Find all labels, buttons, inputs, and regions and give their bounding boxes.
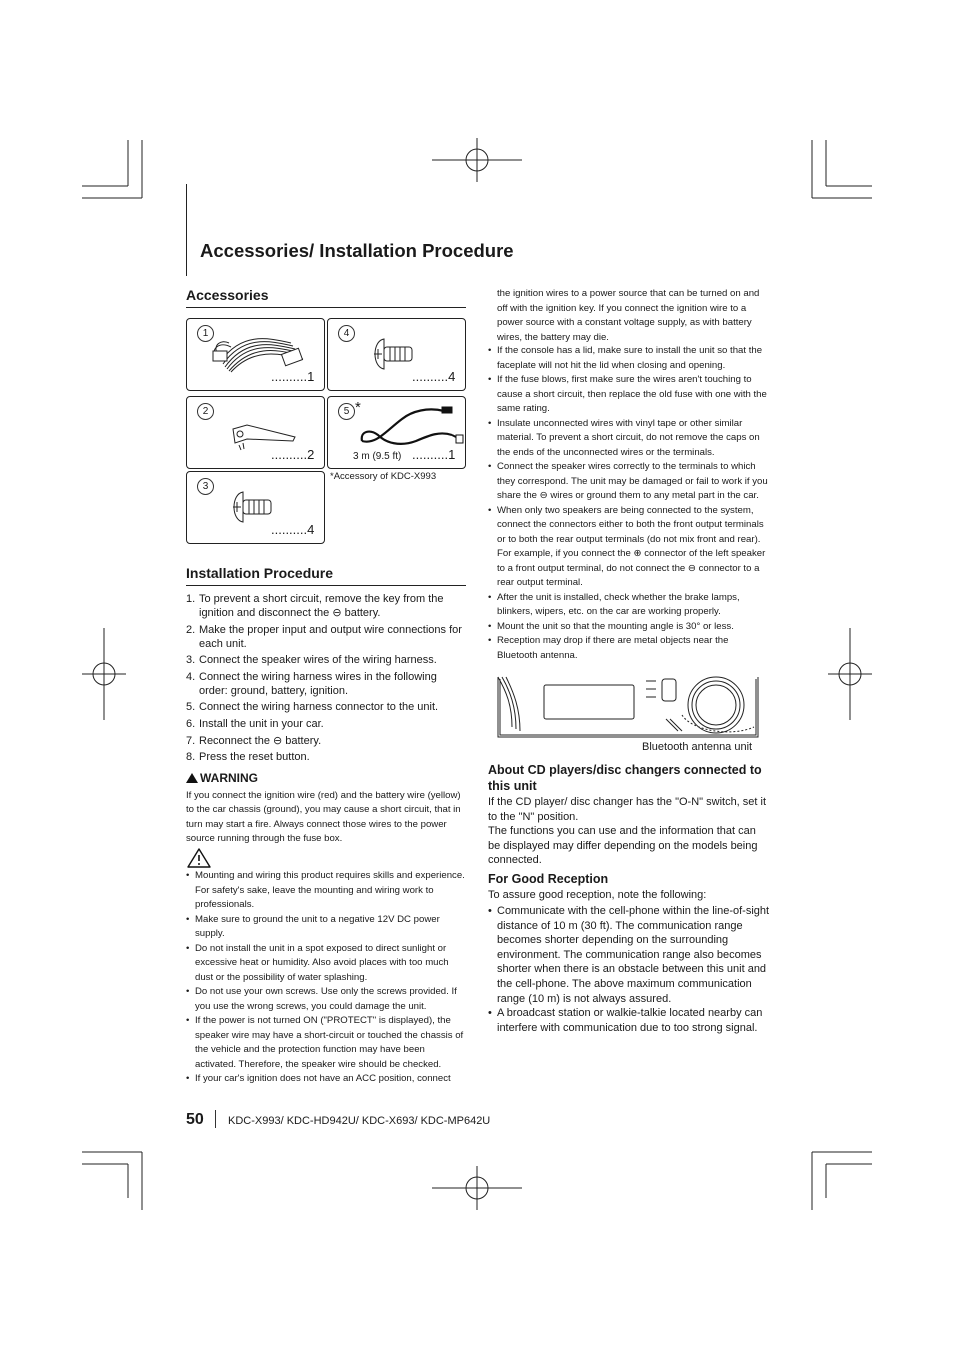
step-item: 8. Press the reset button.: [186, 751, 310, 764]
cable-length: 3 m (9.5 ft): [353, 451, 402, 462]
step-item: 3. Connect the speaker wires of the wiring harness.: [186, 654, 437, 667]
accessory-box-3: [186, 471, 325, 544]
accessories-heading: Accessories: [186, 287, 269, 303]
note-item: • Connect the speaker wires correctly to the terminals to which they correspond. The unit may be damaged or fail to work if you share the ⊖ wires or ground them to any metal part in the car.: [488, 460, 770, 504]
antenna-cable-icon: [356, 401, 464, 451]
accessory-box-1: [186, 318, 325, 391]
accessory-qty: ..........4: [412, 369, 456, 384]
warning-heading: WARNING: [186, 771, 258, 785]
step-item: 2. Make the proper input and output wire connections for each unit.: [186, 623, 462, 650]
accessory-number: 1: [197, 325, 214, 342]
installation-steps: [186, 592, 468, 767]
title-rule: [186, 184, 187, 276]
screw-icon: [229, 490, 275, 524]
installation-notes-list: [488, 344, 770, 663]
note-item: • Mount the unit so that the mounting angle is 30° or less.: [488, 620, 770, 635]
installation-rule: [186, 585, 466, 586]
accessory-box-2: [186, 396, 325, 469]
step-item: 7. Reconnect the ⊖ battery.: [186, 734, 322, 747]
note-item: • Reception may drop if there are metal objects near the Bluetooth antenna.: [488, 634, 770, 663]
footer-models: KDC-X993/ KDC-HD942U/ KDC-X693/ KDC-MP642U: [228, 1115, 491, 1127]
caution-item: • Do not use your own screws. Use only the screws provided. If you use the wrong screws, you could damage the unit.: [186, 985, 468, 1014]
note-item: • If the console has a lid, make sure to install the unit so that the faceplate will not hit the lid when closing and opening.: [488, 344, 770, 373]
accessory-qty: ..........4: [271, 522, 315, 537]
accessory-number: 3: [197, 478, 214, 495]
cd-players-heading: About CD players/disc changers connected to this unit: [488, 763, 762, 793]
good-reception-list: [488, 904, 770, 1035]
step-item: 5. Connect the wiring harness connector to the unit.: [186, 701, 439, 714]
accessory-number: 4: [338, 325, 355, 342]
good-reception-heading: For Good Reception: [488, 872, 609, 886]
accessory-box-5: [327, 396, 466, 469]
page-number: 50: [186, 1111, 204, 1128]
figure-caption: Bluetooth antenna unit: [642, 741, 753, 753]
bluetooth-antenna-unit-figure: [496, 675, 761, 739]
reception-item: • A broadcast station or walkie-talkie located nearby can interfere with communication due to too strong signal.: [488, 1006, 770, 1035]
note-item: • If the fuse blows, first make sure the wires aren't touching to cause a short circuit, then replace the old fuse with one with the same rating.: [488, 373, 770, 417]
step-item: 1. To prevent a short circuit, remove the key from the ignition and disconnect the ⊖ battery.: [186, 593, 444, 619]
accessory-qty: ..........1: [271, 369, 315, 384]
caution-item: • Mounting and wiring this product requires skills and experience. For safety's sake, leave the mounting and wiring work to professionals.: [186, 869, 468, 913]
accessory-note: *Accessory of KDC-X993: [330, 471, 437, 482]
installation-heading: Installation Procedure: [186, 565, 334, 581]
accessory-box-4: [327, 318, 466, 391]
page-title: Accessories/ Installation Procedure: [200, 240, 514, 261]
continuation-text: the ignition wires to a power source that can be turned on and off with the ignition key. If you connect the ignition wire to a power source with a constant voltage supply, as with battery wires, the battery may die.: [497, 288, 760, 343]
caution-item: • If the power is not turned ON ("PROTECT" is displayed), the speaker wire may have a short-circuit or touched the chassis of the vehicle and the protection function may have been activated. Therefore, the speaker wire should be checked.: [186, 1014, 468, 1072]
accessory-number: 2: [197, 403, 214, 420]
warning-icon: [186, 773, 198, 783]
reception-item: • Communicate with the cell-phone within the line-of-sight distance of 10 m (30 ft). The communication range becomes shorter depending on the surrounding environment. The communication range also becomes shorter when there is an obstacle between this unit and the cell-phone. The above maximum communication range (10 m) is not always assured.: [488, 904, 770, 1006]
footer-separator: [215, 1110, 216, 1128]
caution-item: • Make sure to ground the unit to a negative 12V DC power supply.: [186, 913, 468, 942]
cd-players-para-2: The functions you can use and the information that can be displayed may differ depending on the models being connected.: [488, 825, 758, 867]
accessory-number: 5: [338, 403, 355, 420]
note-item: • When only two speakers are being connected to the system, connect the connectors either to both the front output terminals or to both the rear output terminals (do not mix front and rear). For example, if you connect the ⊕ connector of the left speaker to a front output terminal, do not connect the ⊖ connector to a rear output terminal.: [488, 504, 770, 591]
accessory-qty: ..........2: [271, 447, 315, 462]
cd-players-para-1: If the CD player/ disc changer has the "O-N" switch, set it to the "N" position.: [488, 796, 767, 823]
step-item: 6. Install the unit in your car.: [186, 717, 324, 730]
note-item: • Insulate unconnected wires with vinyl tape or other similar material. To prevent a short circuit, do not remove the caps on the ends of the unconnected wires or the terminals.: [488, 417, 770, 461]
warning-text: If you connect the ignition wire (red) and the battery wire (yellow) to the car chassis (ground), you may cause a short circuit, that in turn may start a fire. Always connect those wires to the power source running through the fuse box.: [186, 790, 461, 845]
step-item: 4. Connect the wiring harness wires in the following order: ground, battery, ignition.: [186, 670, 437, 697]
caution-item: • If your car's ignition does not have an ACC position, connect: [186, 1072, 468, 1087]
accessories-rule: [186, 307, 466, 308]
caution-item: • Do not install the unit in a spot exposed to direct sunlight or excessive heat or humidity. Also avoid places with too much dust or the possibility of water splashing.: [186, 942, 468, 986]
good-reception-intro: To assure good reception, note the following:: [488, 889, 707, 901]
accessory-star: *: [355, 399, 361, 416]
accessory-qty: ..........1: [412, 447, 456, 462]
wiring-harness-icon: [211, 323, 311, 373]
caution-icon: [186, 847, 212, 869]
screw-icon: [370, 337, 416, 371]
caution-list: [186, 869, 468, 1087]
note-item: • After the unit is installed, check whether the brake lamps, blinkers, wipers, etc. on the car are working properly.: [488, 591, 770, 620]
